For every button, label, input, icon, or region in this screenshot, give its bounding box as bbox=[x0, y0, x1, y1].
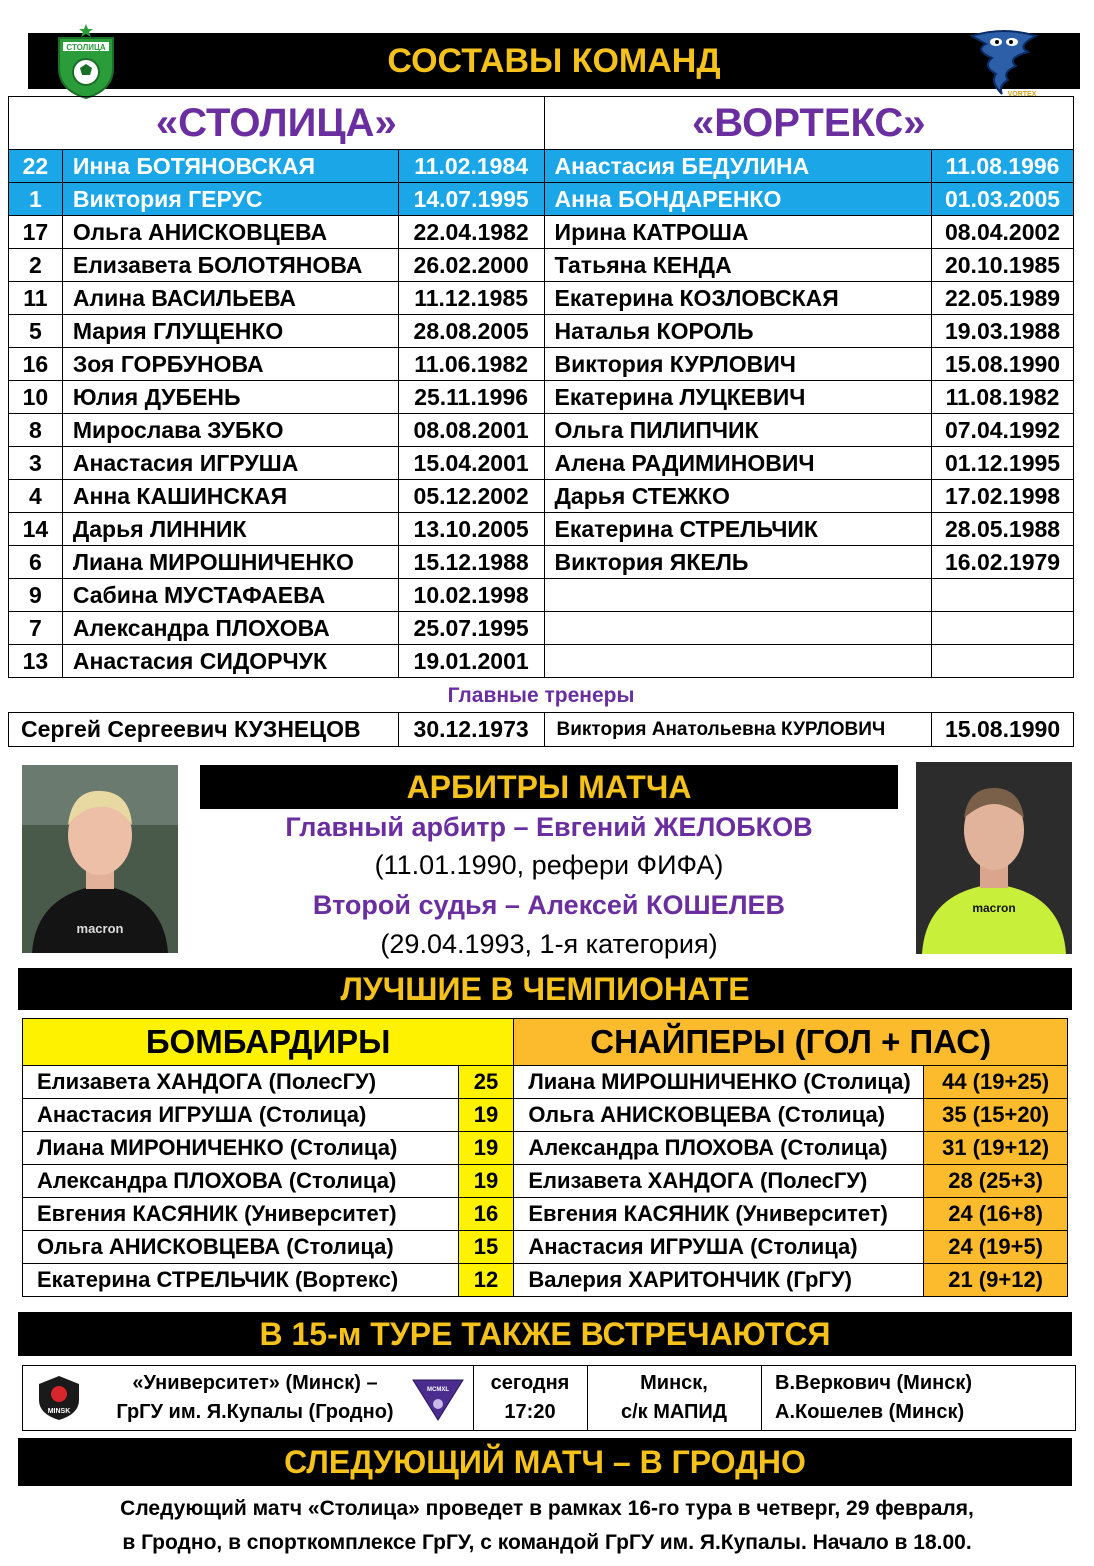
player-name-right: Екатерина СТРЕЛЬЧИК bbox=[544, 513, 932, 546]
match-time: 17:20 bbox=[504, 1401, 556, 1423]
referee-second-photo bbox=[916, 762, 1072, 954]
roster-row bbox=[9, 381, 1074, 414]
other-match-row bbox=[22, 1365, 1076, 1431]
player-name-left: Анастасия ИГРУША bbox=[62, 447, 398, 480]
scorer-goals: 19 bbox=[458, 1165, 514, 1198]
player-name-right: Ирина КАТРОША bbox=[544, 216, 932, 249]
player-number: 6 bbox=[9, 546, 63, 579]
player-date-right: 15.08.1990 bbox=[932, 348, 1074, 381]
scorer-goals: 19 bbox=[458, 1132, 514, 1165]
vortex-logo-text: VORTEX bbox=[1007, 91, 1037, 98]
sniper-name: Лиана МИРОШНИЧЕНКО (Столица) bbox=[514, 1066, 924, 1099]
player-date-left: 15.04.2001 bbox=[398, 447, 544, 480]
snipers-title: СНАЙПЕРЫ (ГОЛ + ПАС) bbox=[514, 1019, 1068, 1066]
roster-row bbox=[9, 216, 1074, 249]
refs-cell bbox=[761, 1366, 1075, 1430]
teams-cell bbox=[23, 1366, 474, 1430]
player-number: 1 bbox=[9, 183, 63, 216]
player-number: 5 bbox=[9, 315, 63, 348]
player-date-left: 26.02.2000 bbox=[398, 249, 544, 282]
player-name-right bbox=[544, 612, 932, 645]
referee-second-info: (29.04.1993, 1-я категория) bbox=[380, 929, 718, 959]
roster-row bbox=[9, 480, 1074, 513]
player-name-left: Дарья ЛИННИК bbox=[62, 513, 398, 546]
player-name-right: Дарья СТЕЖКО bbox=[544, 480, 932, 513]
best-title: ЛУЧШИЕ В ЧЕМПИОНАТЕ bbox=[340, 970, 750, 1007]
sniper-name: Валерия ХАРИТОНЧИК (ГрГУ) bbox=[514, 1264, 924, 1297]
grgu-logo bbox=[411, 1376, 465, 1422]
player-date-right: 17.02.1998 bbox=[932, 480, 1074, 513]
player-name-left: Алина ВАСИЛЬЕВА bbox=[62, 282, 398, 315]
player-name-right: Виктория ЯКЕЛЬ bbox=[544, 546, 932, 579]
player-date-left: 25.07.1995 bbox=[398, 612, 544, 645]
player-date-right: 22.05.1989 bbox=[932, 282, 1074, 315]
scorer-name: Ольга АНИСКОВЦЕВА (Столица) bbox=[23, 1231, 459, 1264]
player-name-right: Ольга ПИЛИПЧИК bbox=[544, 414, 932, 447]
player-date-left: 05.12.2002 bbox=[398, 480, 544, 513]
best-row bbox=[23, 1099, 1068, 1132]
scorer-name: Евгения КАСЯНИК (Университет) bbox=[23, 1198, 459, 1231]
sniper-points: 35 (15+20) bbox=[924, 1099, 1068, 1132]
next-match-title: СЛЕДУЮЩИЙ МАТЧ – В ГРОДНО bbox=[284, 1443, 806, 1480]
next-match-text bbox=[20, 1492, 1074, 1560]
player-name-left: Анастасия СИДОРЧУК bbox=[62, 645, 398, 678]
team-right-name: «ВОРТЕКС» bbox=[544, 97, 1073, 150]
player-number: 13 bbox=[9, 645, 63, 678]
sniper-points: 28 (25+3) bbox=[924, 1165, 1068, 1198]
player-name-right: Виктория КУРЛОВИЧ bbox=[544, 348, 932, 381]
player-name-right bbox=[544, 645, 932, 678]
roster-row bbox=[9, 183, 1074, 216]
player-name-left: Анна КАШИНСКАЯ bbox=[62, 480, 398, 513]
player-name-right: Татьяна КЕНДА bbox=[544, 249, 932, 282]
roster-row bbox=[9, 612, 1074, 645]
coach-right-date: 15.08.1990 bbox=[932, 713, 1074, 747]
player-number: 2 bbox=[9, 249, 63, 282]
player-date-left: 13.10.2005 bbox=[398, 513, 544, 546]
best-row bbox=[23, 1198, 1068, 1231]
player-date-right: 20.10.1985 bbox=[932, 249, 1074, 282]
roster-row bbox=[9, 645, 1074, 678]
universitet-logo-text: MINSK bbox=[47, 1408, 71, 1415]
player-name-left: Лиана МИРОШНИЧЕНКО bbox=[62, 546, 398, 579]
scorer-name: Лиана МИРОНИЧЕНКО (Столица) bbox=[23, 1132, 459, 1165]
player-date-right: 08.04.2002 bbox=[932, 216, 1074, 249]
coach-left-date: 30.12.1973 bbox=[398, 713, 544, 747]
player-date-left: 11.02.1984 bbox=[398, 150, 544, 183]
scorer-goals: 15 bbox=[458, 1231, 514, 1264]
player-name-right: Екатерина ЛУЦКЕВИЧ bbox=[544, 381, 932, 414]
player-number: 16 bbox=[9, 348, 63, 381]
player-date-left: 14.07.1995 bbox=[398, 183, 544, 216]
player-date-right: 11.08.1982 bbox=[932, 381, 1074, 414]
time-cell bbox=[473, 1366, 588, 1430]
referees-title-band bbox=[200, 765, 898, 809]
team-left-name: «СТОЛИЦА» bbox=[9, 97, 545, 150]
scorer-name: Елизавета ХАНДОГА (ПолесГУ) bbox=[23, 1066, 459, 1099]
team2: ГрГУ им. Я.Купалы (Гродно) bbox=[116, 1401, 394, 1423]
sniper-points: 21 (9+12) bbox=[924, 1264, 1068, 1297]
next-match-title-band bbox=[18, 1438, 1072, 1486]
roster-title-band bbox=[28, 33, 1080, 89]
player-date-left: 25.11.1996 bbox=[398, 381, 544, 414]
jersey-brand-2: macron bbox=[972, 901, 1016, 915]
player-name-left: Виктория ГЕРУС bbox=[62, 183, 398, 216]
player-date-right: 07.04.1992 bbox=[932, 414, 1074, 447]
universitet-logo bbox=[35, 1374, 83, 1422]
roster-row bbox=[9, 546, 1074, 579]
sniper-points: 31 (19+12) bbox=[924, 1132, 1068, 1165]
player-number: 7 bbox=[9, 612, 63, 645]
best-row bbox=[23, 1165, 1068, 1198]
player-date-right: 11.08.1996 bbox=[932, 150, 1074, 183]
player-name-right: Екатерина КОЗЛОВСКАЯ bbox=[544, 282, 932, 315]
player-name-left: Сабина МУСТАФАЕВА bbox=[62, 579, 398, 612]
player-date-left: 08.08.2001 bbox=[398, 414, 544, 447]
scorer-goals: 25 bbox=[458, 1066, 514, 1099]
other-matches-title-band bbox=[18, 1312, 1072, 1356]
roster-row bbox=[9, 315, 1074, 348]
player-name-left: Мирослава ЗУБКО bbox=[62, 414, 398, 447]
player-name-left: Мария ГЛУЩЕНКО bbox=[62, 315, 398, 348]
player-number: 3 bbox=[9, 447, 63, 480]
player-date-right: 28.05.1988 bbox=[932, 513, 1074, 546]
next-match-line1: Следующий матч «Столица» проведет в рамках 16-го тура в четверг, 29 февраля, bbox=[120, 1497, 974, 1520]
vortex-logo bbox=[966, 26, 1042, 98]
sniper-name: Елизавета ХАНДОГА (ПолесГУ) bbox=[514, 1165, 924, 1198]
sniper-points: 44 (19+25) bbox=[924, 1066, 1068, 1099]
referee-main-info: (11.01.1990, рефери ФИФА) bbox=[374, 850, 724, 880]
coach-left-name: Сергей Сергеевич КУЗНЕЦОВ bbox=[9, 713, 399, 747]
player-date-left: 10.02.1998 bbox=[398, 579, 544, 612]
roster-row bbox=[9, 579, 1074, 612]
best-row bbox=[23, 1132, 1068, 1165]
sniper-name: Ольга АНИСКОВЦЕВА (Столица) bbox=[514, 1099, 924, 1132]
player-number: 17 bbox=[9, 216, 63, 249]
scorer-name: Александра ПЛОХОВА (Столица) bbox=[23, 1165, 459, 1198]
roster-row bbox=[9, 249, 1074, 282]
match-ref2: А.Кошелев (Минск) bbox=[775, 1401, 965, 1423]
sniper-points: 24 (19+5) bbox=[924, 1231, 1068, 1264]
player-date-right: 16.02.1979 bbox=[932, 546, 1074, 579]
roster-row bbox=[9, 150, 1074, 183]
best-row bbox=[23, 1264, 1068, 1297]
player-name-left: Александра ПЛОХОВА bbox=[62, 612, 398, 645]
player-date-right bbox=[932, 645, 1074, 678]
player-name-right: Анастасия БЕДУЛИНА bbox=[544, 150, 932, 183]
player-name-left: Юлия ДУБЕНЬ bbox=[62, 381, 398, 414]
player-name-left: Ольга АНИСКОВЦЕВА bbox=[62, 216, 398, 249]
player-date-right: 01.12.1995 bbox=[932, 447, 1074, 480]
player-date-right bbox=[932, 579, 1074, 612]
player-name-left: Зоя ГОРБУНОВА bbox=[62, 348, 398, 381]
best-header-row bbox=[23, 1019, 1068, 1066]
player-name-right: Алена РАДИМИНОВИЧ bbox=[544, 447, 932, 480]
roster-row bbox=[9, 282, 1074, 315]
referees-title: АРБИТРЫ МАТЧА bbox=[406, 768, 692, 805]
player-number: 4 bbox=[9, 480, 63, 513]
teams-text bbox=[116, 1369, 393, 1427]
roster-row bbox=[9, 348, 1074, 381]
player-name-left: Инна БОТЯНОВСКАЯ bbox=[62, 150, 398, 183]
player-date-left: 15.12.1988 bbox=[398, 546, 544, 579]
roster-row bbox=[9, 447, 1074, 480]
match-city: Минск, bbox=[640, 1372, 708, 1394]
player-number: 10 bbox=[9, 381, 63, 414]
scorer-name: Екатерина СТРЕЛЬЧИК (Вортекс) bbox=[23, 1264, 459, 1297]
player-date-left: 19.01.2001 bbox=[398, 645, 544, 678]
coaches-table bbox=[8, 712, 1074, 747]
sniper-points: 24 (16+8) bbox=[924, 1198, 1068, 1231]
player-number: 14 bbox=[9, 513, 63, 546]
player-date-left: 22.04.1982 bbox=[398, 216, 544, 249]
player-date-left: 28.08.2005 bbox=[398, 315, 544, 348]
player-date-left: 11.12.1985 bbox=[398, 282, 544, 315]
stolitsa-logo-text: СТОЛИЦА bbox=[66, 43, 106, 52]
player-name-right bbox=[544, 579, 932, 612]
player-name-left: Елизавета БОЛОТЯНОВА bbox=[62, 249, 398, 282]
player-date-right bbox=[932, 612, 1074, 645]
player-name-right: Анна БОНДАРЕНКО bbox=[544, 183, 932, 216]
coaches-row bbox=[9, 713, 1074, 747]
scorer-goals: 16 bbox=[458, 1198, 514, 1231]
stolitsa-logo bbox=[55, 22, 117, 100]
team1: «Университет» (Минск) – bbox=[132, 1372, 378, 1394]
venue-cell bbox=[587, 1366, 762, 1430]
roster-header-row bbox=[9, 97, 1074, 150]
match-ref1: В.Веркович (Минск) bbox=[775, 1372, 972, 1394]
jersey-brand-1: macron bbox=[76, 921, 124, 936]
player-date-right: 01.03.2005 bbox=[932, 183, 1074, 216]
best-row bbox=[23, 1066, 1068, 1099]
scorer-goals: 12 bbox=[458, 1264, 514, 1297]
coach-right-name: Виктория Анатольевна КУРЛОВИЧ bbox=[544, 713, 932, 747]
next-match-line2: в Гродно, в спорткомплексе ГрГУ, с командой ГрГУ им. Я.Купалы. Начало в 18.00. bbox=[122, 1531, 972, 1554]
roster-title: СОСТАВЫ КОМАНД bbox=[387, 41, 721, 80]
referee-main: Главный арбитр – Евгений ЖЕЛОБКОВ bbox=[285, 812, 813, 842]
scorer-goals: 19 bbox=[458, 1099, 514, 1132]
match-day: сегодня bbox=[490, 1372, 570, 1394]
referee-main-photo bbox=[22, 765, 178, 953]
player-number: 8 bbox=[9, 414, 63, 447]
sniper-name: Анастасия ИГРУША (Столица) bbox=[514, 1231, 924, 1264]
referee-second: Второй судья – Алексей КОШЕЛЕВ bbox=[312, 890, 786, 920]
player-name-right: Наталья КОРОЛЬ bbox=[544, 315, 932, 348]
coaches-label: Главные тренеры bbox=[447, 684, 635, 707]
sniper-name: Александра ПЛОХОВА (Столица) bbox=[514, 1132, 924, 1165]
other-matches-title: В 15-м ТУРЕ ТАКЖЕ ВСТРЕЧАЮТСЯ bbox=[259, 1315, 831, 1352]
scorer-name: Анастасия ИГРУША (Столица) bbox=[23, 1099, 459, 1132]
scorers-title: БОМБАРДИРЫ bbox=[23, 1019, 514, 1066]
grgu-logo-text: MCMXL bbox=[427, 1387, 449, 1393]
player-number: 22 bbox=[9, 150, 63, 183]
player-number: 11 bbox=[9, 282, 63, 315]
player-number: 9 bbox=[9, 579, 63, 612]
roster-table bbox=[8, 96, 1074, 678]
roster-row bbox=[9, 513, 1074, 546]
best-table bbox=[22, 1018, 1068, 1297]
best-title-band bbox=[18, 968, 1072, 1010]
sniper-name: Евгения КАСЯНИК (Университет) bbox=[514, 1198, 924, 1231]
player-date-left: 11.06.1982 bbox=[398, 348, 544, 381]
best-row bbox=[23, 1231, 1068, 1264]
match-venue: с/к МАПИД bbox=[620, 1401, 728, 1423]
player-date-right: 19.03.1988 bbox=[932, 315, 1074, 348]
roster-row bbox=[9, 414, 1074, 447]
